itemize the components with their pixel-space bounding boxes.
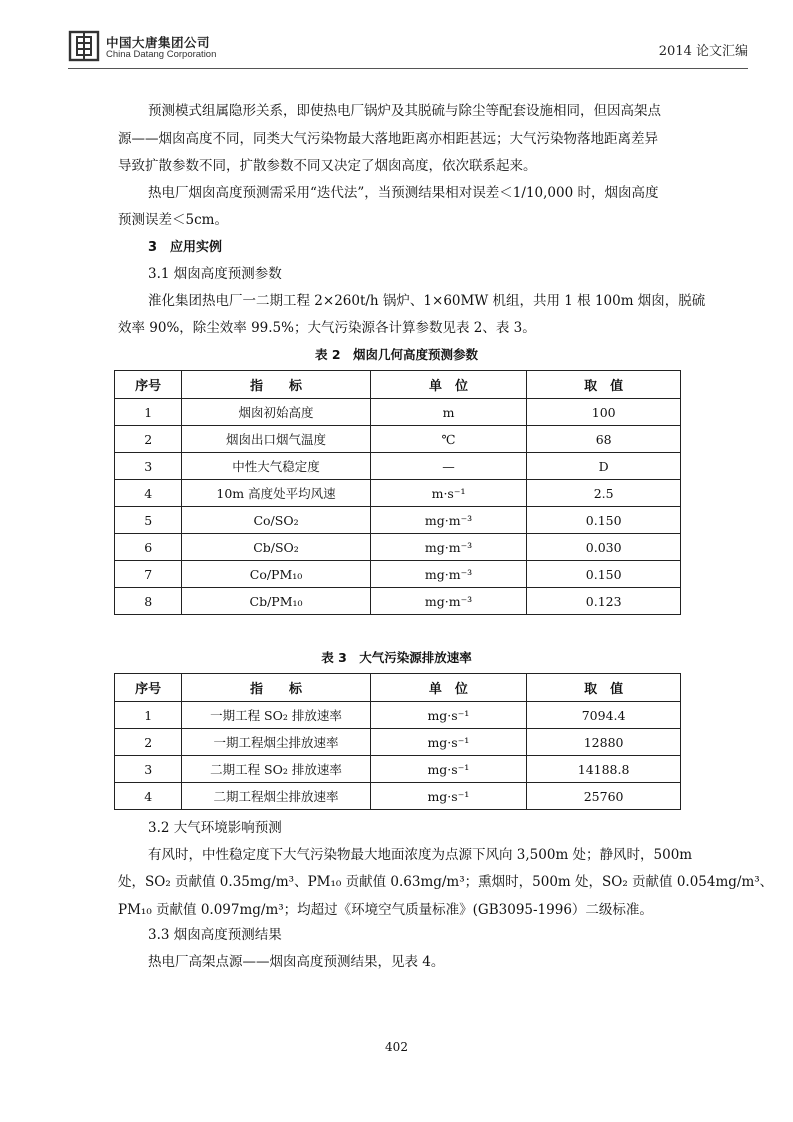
table-cell: 烟囱出口烟气温度 xyxy=(182,426,370,453)
column-header: 取 值 xyxy=(527,674,681,702)
brand-name-cn: 中国大唐集团公司 xyxy=(106,35,211,50)
table-cell: 烟囱初始高度 xyxy=(182,399,370,426)
table2-caption: 表 2 烟囱几何高度预测参数 xyxy=(314,347,479,362)
section-heading: 3 应用实例 xyxy=(148,240,223,255)
paragraph-line: 热电厂高架点源——烟囱高度预测结果，见表 4。 xyxy=(148,954,445,970)
table-row xyxy=(115,588,681,615)
table-row xyxy=(115,702,681,729)
table-cell: 0.150 xyxy=(527,507,681,534)
paragraph-line: 预测模式组属隐形关系，即使热电厂锅炉及其脱硫与除尘等配套设施相同，但因高架点 xyxy=(148,103,661,119)
table-row xyxy=(115,480,681,507)
table3 xyxy=(114,673,681,810)
table-cell: 5 xyxy=(115,507,182,534)
table-row xyxy=(115,453,681,480)
brand-name-en: China Datang Corporation xyxy=(106,49,217,60)
paragraph-line: 导致扩散参数不同，扩散参数不同又决定了烟囱高度，依次联系起来。 xyxy=(118,158,537,174)
table-cell: 一期工程烟尘排放速率 xyxy=(182,729,370,756)
page-header xyxy=(68,30,748,66)
table-cell: m·s⁻¹ xyxy=(370,480,527,507)
table-cell: 10m 高度处平均风速 xyxy=(182,480,370,507)
datang-logo-icon xyxy=(68,30,100,62)
table-cell: mg·s⁻¹ xyxy=(370,702,527,729)
table-cell: Cb/SO₂ xyxy=(182,534,370,561)
table-cell: mg·s⁻¹ xyxy=(370,756,527,783)
paragraph-line: PM₁₀ 贡献值 0.097mg/m³；均超过《环境空气质量标准》(GB3095-1996）二级标准。 xyxy=(118,902,653,918)
table-cell: 6 xyxy=(115,534,182,561)
column-header: 单 位 xyxy=(370,674,527,702)
table-cell: 二期工程 SO₂ 排放速率 xyxy=(182,756,370,783)
paragraph-line: 处，SO₂ 贡献值 0.35mg/m³、PM₁₀ 贡献值 0.63mg/m³；熏烟时，500m 处，SO₂ 贡献值 0.054mg/m³、 xyxy=(118,874,774,890)
subsection-heading: 3.3 烟囱高度预测结果 xyxy=(148,927,282,943)
paragraph-line: 热电厂烟囱高度预测需采用“迭代法”，当预测结果相对误差＜1/10,000 时，烟囱高度 xyxy=(148,185,659,201)
column-header: 序号 xyxy=(115,674,182,702)
table-cell: 2 xyxy=(115,729,182,756)
table-cell: 100 xyxy=(527,399,681,426)
table2 xyxy=(114,370,681,615)
table-header-row xyxy=(115,371,681,399)
column-header: 指 标 xyxy=(182,371,370,399)
table-row xyxy=(115,399,681,426)
table-cell: Co/PM₁₀ xyxy=(182,561,370,588)
paragraph-line: 淮化集团热电厂一二期工程 2×260t/h 锅炉、1×60MW 机组，共用 1 根 100m 烟囱，脱硫 xyxy=(148,293,706,309)
table-row xyxy=(115,756,681,783)
table-cell: 4 xyxy=(115,783,182,810)
paragraph-line: 预测误差＜5cm。 xyxy=(118,212,228,228)
table-cell: Cb/PM₁₀ xyxy=(182,588,370,615)
table-row xyxy=(115,783,681,810)
table-row xyxy=(115,561,681,588)
table-cell: mg·s⁻¹ xyxy=(370,729,527,756)
table-row xyxy=(115,729,681,756)
table-cell: mg·m⁻³ xyxy=(370,561,527,588)
table-cell: 3 xyxy=(115,756,182,783)
table-row xyxy=(115,426,681,453)
table-header-row xyxy=(115,674,681,702)
table-cell: D xyxy=(527,453,681,480)
table-cell: mg·s⁻¹ xyxy=(370,783,527,810)
table-cell: m xyxy=(370,399,527,426)
paragraph-line: 有风时，中性稳定度下大气污染物最大地面浓度为点源下风向 3,500m 处；静风时，500m xyxy=(148,847,693,863)
table-cell: Co/SO₂ xyxy=(182,507,370,534)
column-header: 单 位 xyxy=(370,371,527,399)
table-cell: 0.123 xyxy=(527,588,681,615)
table-cell: 二期工程烟尘排放速率 xyxy=(182,783,370,810)
table-cell: — xyxy=(370,453,527,480)
header-divider xyxy=(68,68,748,69)
table-cell: 一期工程 SO₂ 排放速率 xyxy=(182,702,370,729)
column-header: 指 标 xyxy=(182,674,370,702)
page-number: 402 xyxy=(385,1040,408,1054)
table3-caption: 表 3 大气污染源排放速率 xyxy=(321,650,472,665)
table-cell: 0.150 xyxy=(527,561,681,588)
subsection-heading: 3.2 大气环境影响预测 xyxy=(148,820,282,836)
table-cell: 7 xyxy=(115,561,182,588)
table-cell: mg·m⁻³ xyxy=(370,588,527,615)
table-row xyxy=(115,507,681,534)
column-header: 取 值 xyxy=(527,371,681,399)
table-cell: 4 xyxy=(115,480,182,507)
table-cell: 14188.8 xyxy=(527,756,681,783)
table-cell: 中性大气稳定度 xyxy=(182,453,370,480)
table-cell: 12880 xyxy=(527,729,681,756)
header-collection-title: 2014 论文汇编 xyxy=(658,44,748,59)
paragraph-line: 效率 90%，除尘效率 99.5%；大气污染源各计算参数见表 2、表 3。 xyxy=(118,320,536,336)
column-header: 序号 xyxy=(115,371,182,399)
paragraph-line: 源——烟囱高度不同，同类大气污染物最大落地距离亦相距甚远；大气污染物落地距离差异 xyxy=(118,131,658,147)
table-cell: 1 xyxy=(115,702,182,729)
table-cell: 1 xyxy=(115,399,182,426)
table-cell: ℃ xyxy=(370,426,527,453)
table-cell: 0.030 xyxy=(527,534,681,561)
table-cell: 8 xyxy=(115,588,182,615)
table-cell: 7094.4 xyxy=(527,702,681,729)
table-cell: mg·m⁻³ xyxy=(370,534,527,561)
table-cell: 25760 xyxy=(527,783,681,810)
table-cell: 2 xyxy=(115,426,182,453)
table-cell: 2.5 xyxy=(527,480,681,507)
table-cell: 68 xyxy=(527,426,681,453)
table-cell: mg·m⁻³ xyxy=(370,507,527,534)
table-row xyxy=(115,534,681,561)
table-cell: 3 xyxy=(115,453,182,480)
subsection-heading: 3.1 烟囱高度预测参数 xyxy=(148,266,282,282)
